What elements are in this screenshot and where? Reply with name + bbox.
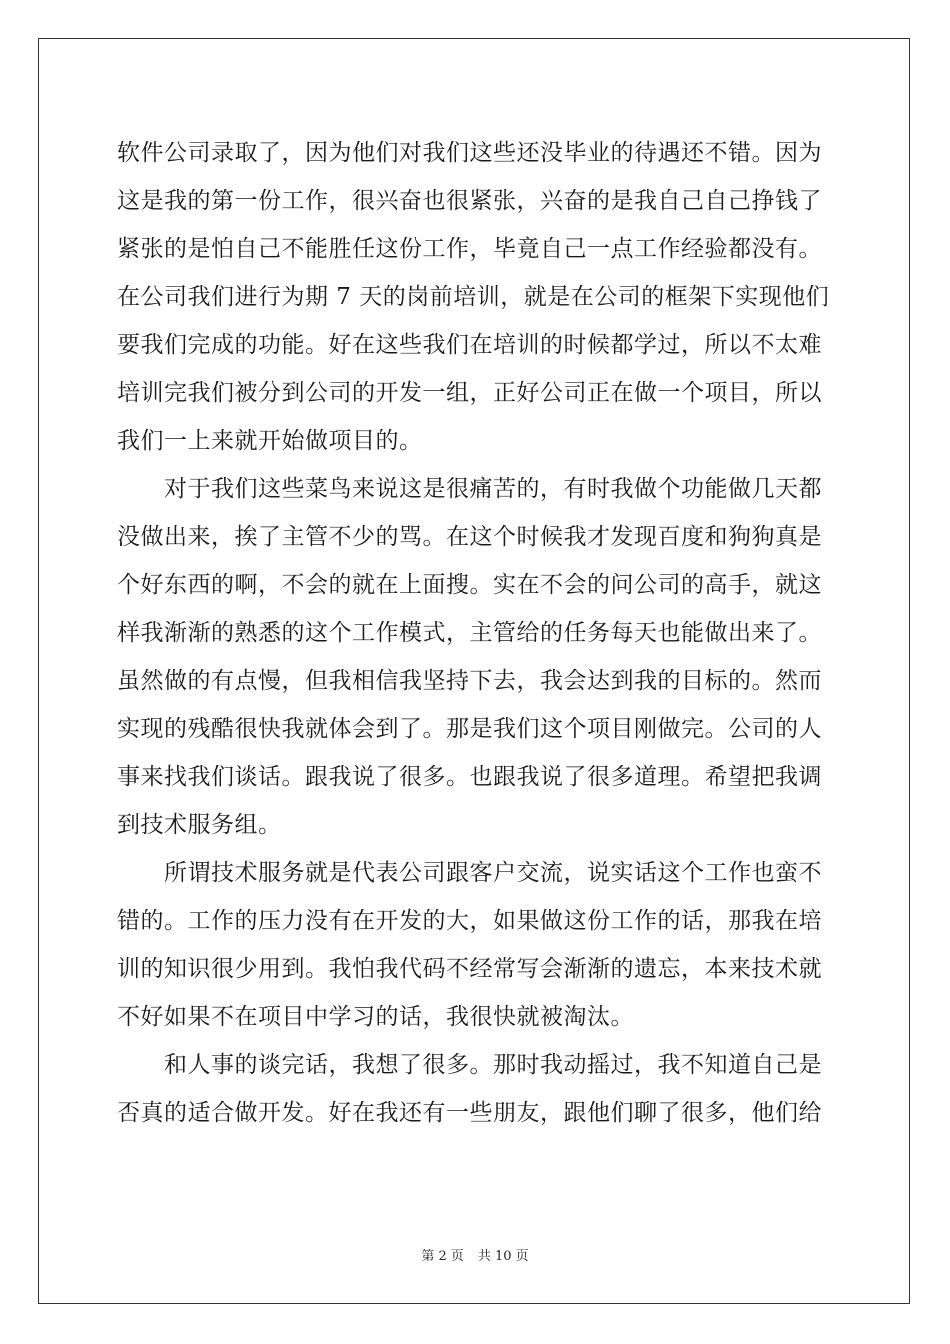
text-line: 紧张的是怕自己不能胜任这份工作，毕竟自己一点工作经验都没有。 xyxy=(117,236,822,262)
text-line: 要我们完成的功能。好在这些我们在培训的时候都学过，所以不太难 xyxy=(117,332,822,358)
text-line: 错的。工作的压力没有在开发的大，如果做这份工作的话，那我在培 xyxy=(117,908,822,934)
text-line: 这是我的第一份工作，很兴奋也很紧张，兴奋的是我自己自己挣钱了 xyxy=(117,188,822,214)
text-line: 没做出来，挨了主管不少的骂。在这个时候我才发现百度和狗狗真是 xyxy=(117,524,822,550)
page-number: 第 2 页 xyxy=(421,1249,464,1264)
text-line: 虽然做的有点慢，但我相信我坚持下去，我会达到我的目标的。然而 xyxy=(117,668,822,694)
text-line: 实现的残酷很快我就体会到了。那是我们这个项目刚做完。公司的人 xyxy=(117,716,822,742)
page-total: 共 10 页 xyxy=(477,1249,529,1264)
text-line: 我们一上来就开始做项目的。 xyxy=(117,428,423,454)
text-line: 和人事的谈完话，我想了很多。那时我动摇过，我不知道自己是 xyxy=(117,1052,822,1078)
page-footer xyxy=(0,1245,950,1264)
text-line: 不好如果不在项目中学习的话，我很快就被淘汰。 xyxy=(117,1004,634,1030)
text-line: 所谓技术服务就是代表公司跟客户交流，说实话这个工作也蛮不 xyxy=(117,860,822,886)
text-line: 培训完我们被分到公司的开发一组，正好公司正在做一个项目，所以 xyxy=(117,380,822,406)
text-line: 事来找我们谈话。跟我说了很多。也跟我说了很多道理。希望把我调 xyxy=(117,764,822,790)
text-line: 软件公司录取了，因为他们对我们这些还没毕业的待遇还不错。因为 xyxy=(117,140,822,166)
text-line: 否真的适合做开发。好在我还有一些朋友，跟他们聊了很多，他们给 xyxy=(117,1100,822,1126)
text-line: 在公司我们进行为期 7 天的岗前培训，就是在公司的框架下实现他们 xyxy=(117,284,830,310)
text-line: 到技术服务组。 xyxy=(117,812,282,838)
text-line: 训的知识很少用到。我怕我代码不经常写会渐渐的遗忘，本来技术就 xyxy=(117,956,822,982)
text-line: 样我渐渐的熟悉的这个工作模式，主管给的任务每天也能做出来了。 xyxy=(117,620,822,646)
text-line: 个好东西的啊，不会的就在上面搜。实在不会的问公司的高手，就这 xyxy=(117,572,822,598)
text-line: 对于我们这些菜鸟来说这是很痛苦的，有时我做个功能做几天都 xyxy=(117,476,822,502)
